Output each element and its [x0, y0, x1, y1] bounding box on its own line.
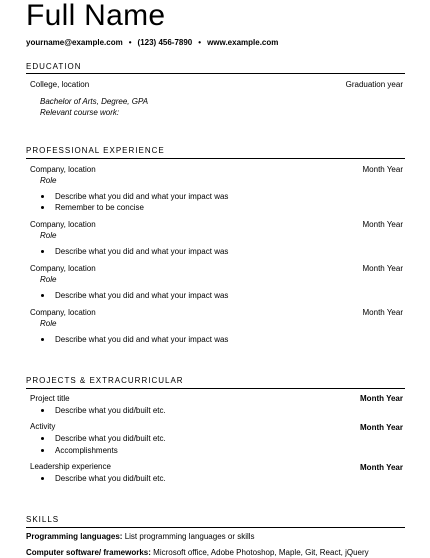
job-bullet: Describe what you did and what your impact was — [55, 291, 229, 300]
job-bullet: Remember to be concise — [55, 203, 144, 212]
website: www.example.com — [207, 38, 279, 47]
job-date: Month Year — [362, 220, 403, 229]
section-divider — [26, 388, 405, 389]
job-date: Month Year — [362, 308, 403, 317]
education-school: College, location — [30, 80, 90, 89]
project-bullet: Describe what you did/built etc. — [55, 406, 166, 415]
job-role: Role — [40, 319, 57, 328]
email: yourname@example.com — [26, 38, 123, 47]
job-date: Month Year — [362, 165, 403, 174]
project-title: Activity — [30, 422, 56, 431]
bullet-icon — [41, 338, 44, 341]
project-title: Leadership experience — [30, 462, 111, 471]
project-date: Month Year — [360, 463, 403, 472]
bullet-icon — [41, 294, 44, 297]
section-title-education: EDUCATION — [26, 62, 82, 71]
bullet-icon — [41, 437, 44, 440]
job-bullet: Describe what you did and what your impact was — [55, 192, 229, 201]
skills-programming-label: Programming languages: — [26, 532, 123, 541]
section-title-skills: SKILLS — [26, 515, 60, 524]
bullet-icon — [41, 409, 44, 412]
job-company: Company, location — [30, 308, 96, 317]
bullet-icon — [41, 206, 44, 209]
contact-line — [26, 37, 278, 49]
phone: (123) 456-7890 — [137, 38, 193, 47]
skills-programming — [26, 532, 255, 542]
project-bullet: Describe what you did/built etc. — [55, 474, 166, 483]
job-bullet: Describe what you did and what your impact was — [55, 335, 229, 344]
bullet-icon — [41, 250, 44, 253]
section-title-projects: PROJECTS & EXTRACURRICULAR — [26, 376, 184, 385]
education-degree: Bachelor of Arts, Degree, GPA — [40, 97, 149, 106]
job-company: Company, location — [30, 220, 96, 229]
education-coursework: Relevant course work: — [40, 108, 120, 117]
bullet-icon — [41, 449, 44, 452]
section-divider — [26, 158, 405, 159]
education-date: Graduation year — [345, 80, 403, 89]
project-date: Month Year — [360, 394, 403, 403]
section-divider — [26, 527, 405, 528]
project-title: Project title — [30, 394, 70, 403]
job-role: Role — [40, 275, 57, 284]
bullet-icon — [41, 477, 44, 480]
skills-software — [26, 548, 369, 558]
project-bullet: Accomplishments — [55, 446, 118, 455]
bullet-icon — [41, 195, 44, 198]
skills-software-label: Computer software/ frameworks: — [26, 548, 151, 557]
section-title-experience: PROFESSIONAL EXPERIENCE — [26, 146, 165, 155]
job-role: Role — [40, 231, 57, 240]
section-divider — [26, 73, 405, 74]
skills-software-value: Microsoft office, Adobe Photoshop, Maple, Git, React, jQuery — [153, 548, 369, 557]
skills-programming-value: List programming languages or skills — [124, 532, 255, 541]
contact-separator: • — [198, 38, 202, 47]
job-company: Company, location — [30, 264, 96, 273]
full-name: Full Name — [26, 0, 166, 32]
job-role: Role — [40, 176, 57, 185]
job-bullet: Describe what you did and what your impact was — [55, 247, 229, 256]
project-bullet: Describe what you did/built etc. — [55, 434, 166, 443]
job-date: Month Year — [362, 264, 403, 273]
job-company: Company, location — [30, 165, 96, 174]
project-date: Month Year — [360, 423, 403, 432]
contact-separator: • — [128, 38, 132, 47]
